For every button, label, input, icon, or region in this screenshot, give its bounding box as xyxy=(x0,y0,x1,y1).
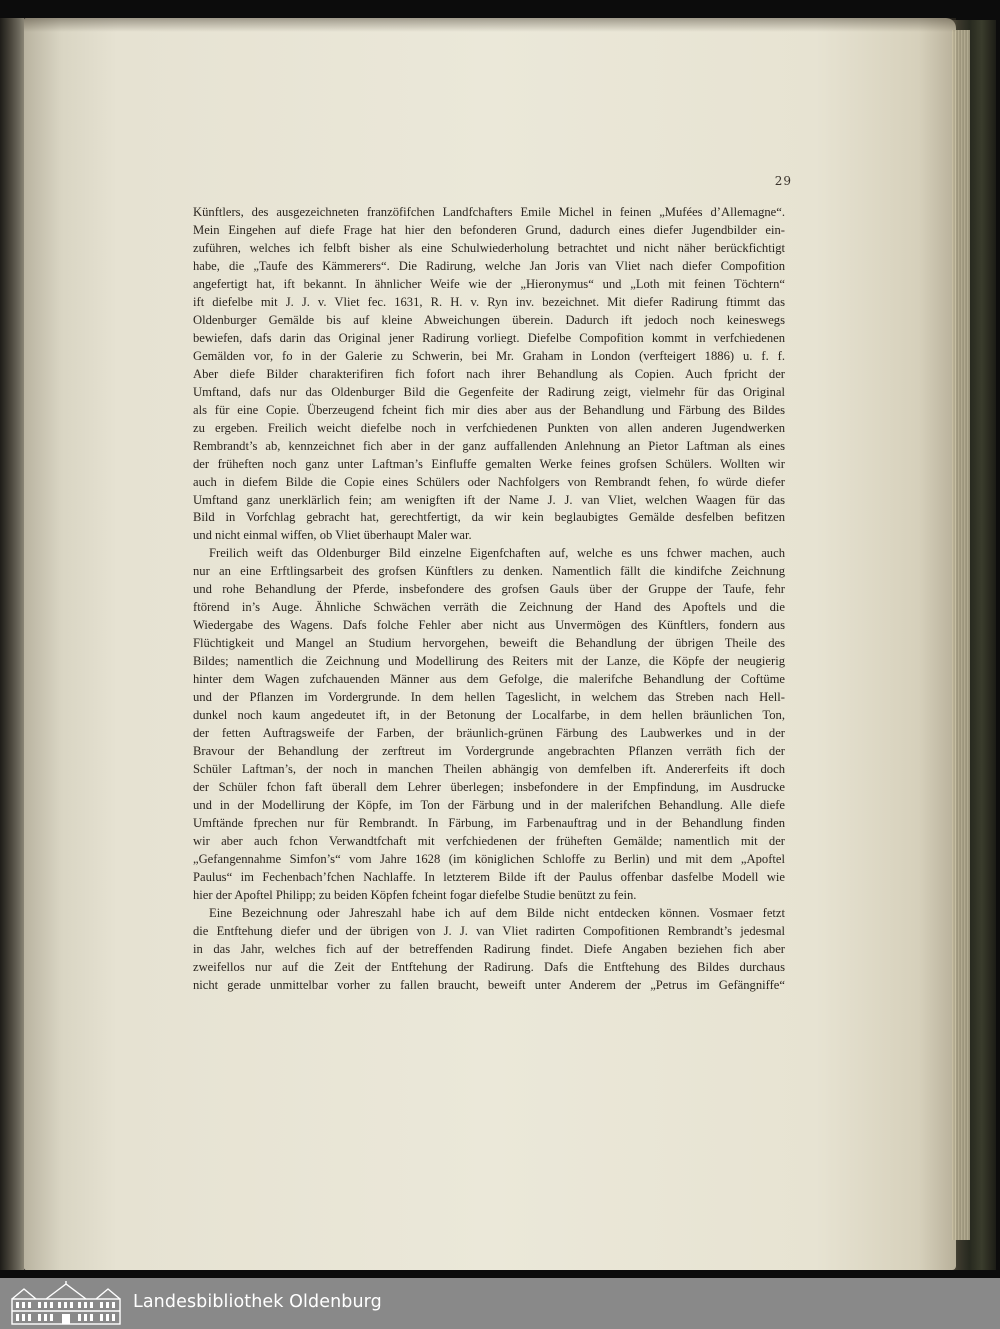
text-line: Flüchtigkeit und Mangel an Studium hervorgehen, beweift die Behandlung der übrigen Theile des xyxy=(193,636,785,651)
text-line: Freilich weift das Oldenburger Bild einzelne Eigenfchaften auf, welche es uns fchwer machen, auch xyxy=(209,546,785,561)
text-line: bewiefen, dafs darin das Original jener Radirung vorliegt. Diefelbe Compofition kommt in verfchiedenen xyxy=(193,330,785,345)
text-line: „Gefangennahme Simfon’s“ vom Jahre 1628 (im königlichen Schloffe zu Berlin) und mit dem „Apoftel xyxy=(193,851,785,866)
page-top-shadow xyxy=(24,18,956,32)
text-line: und in der Modellirung der Köpfe, im Ton der Färbung und in der malerifchen Behandlung. Alle diefe xyxy=(193,797,785,812)
page-number: 29 xyxy=(774,174,792,188)
text-line: Oldenburger Gemälde bis auf kleine Abweichungen überein. Dadurch ift jedoch noch keineswegs xyxy=(193,312,785,327)
text-line: der Schüler fchon faft überall dem Lehrer überlegen; insbefondere in der Empfindung, im Ausdrucke xyxy=(193,780,785,794)
text-line: Umftände fprechen nur für Rembrandt. In Färbung, im Farbenauftrag und in der Behandlung finden xyxy=(193,815,785,830)
text-line: Bravour der Behandlung der zerftreut im Vordergrunde angebrachten Pflanzen verräth fich der xyxy=(193,744,785,759)
text-line: habe, die „Taufe des Kämmerers“. Die Radirung, welche Jan Joris van Vliet nach diefer Compofition xyxy=(193,258,785,273)
text-line: in das Jahr, welches fich auf der betreffenden Radirung findet. Diefe Angaben beziehen fich aber xyxy=(193,941,785,956)
paragraph-2 xyxy=(193,545,785,904)
text-line: Schüler Laftman’s, der noch in manchen Theilen abhängig von demfelben ift. Andererfeits ift doch xyxy=(193,762,785,777)
text-line: hinter dem Wagen zufchauenden Männer aus dem Gefolge, die malerifche Behandlung der Coftüme xyxy=(193,672,785,687)
text-line: hier der Apoftel Philipp; zu beiden Köpfen fcheint fogar diefelbe Studie benützt zu fein. xyxy=(193,887,637,902)
text-line: zweifellos nur auf die Zeit der Entftehung der Radirung. Dafs die Entftehung des Bildes durchaus xyxy=(193,959,785,974)
text-line: Mein Eingehen auf diefe Frage hat hier den befonderen Grund, dadurch eines diefer Jugendbilder ein- xyxy=(193,222,785,237)
text-line: als für eine Copie. Überzeugend fcheint fich mir dies aber aus der Behandlung und Färbung des Bildes xyxy=(193,402,785,417)
text-line: Rembrandt’s ab, kennzeichnet fich aber in der ganz auffallenden Anlehnung an Pietor Laftman als eines xyxy=(193,438,785,453)
text-line: Wiedergabe des Wagens. Dafs folche Fehler aber nicht aus Unvermögen des Künftlers, fondern aus xyxy=(193,618,785,633)
page-leaf-edges xyxy=(952,30,970,1240)
text-line: auch in diefem Bilde die Copie eines Schülers oder Nachfolgers von Rembrandt fehen, fo würde diefer xyxy=(193,474,785,489)
text-line: Paulus“ im Fechenbach’fchen Nachlaffe. In letzterem Bilde ift der Paulus offenbar dasfelbe Modell wie xyxy=(193,869,785,884)
left-book-edge xyxy=(0,18,24,1270)
text-line: und nicht einmal wiffen, ob Vliet überhaupt Maler war. xyxy=(193,528,472,543)
text-line: Bild in Vorfchlag gebracht hat, gerechtfertigt, da wir kein beglaubigtes Gemälde desfelben befitzen xyxy=(193,510,785,525)
text-line: und der Pflanzen im Vordergrunde. In dem hellen Tageslicht, in welchem das Streben nach Hell- xyxy=(193,690,785,705)
text-line: und rohe Behandlung der Pferde, insbefondere des grofsen Gauls über der Gruppe der Taufe, fehr xyxy=(193,582,785,597)
text-line: ift diefelbe mit J. J. v. Vliet fec. 1631, R. H. v. Ryn inv. bezeichnet. Mit diefer Radirung ftimmt das xyxy=(193,294,785,309)
text-line: zu ergeben. Freilich weicht diefelbe noch in verfchiedenen Punkten von allen anderen Jugendwerken xyxy=(193,420,785,435)
footer-banner xyxy=(0,1278,1000,1329)
text-line: Gemälden vor, fo in der Galerie zu Schwerin, bei Mr. Graham in London (verfteigert 1886) u. f. f. xyxy=(193,348,785,363)
text-line: der fetten Auftragsweife der Farben, der bräunlich-grünen Färbung des Laubwerkes und in der xyxy=(193,726,785,741)
text-line: Eine Bezeichnung oder Jahreszahl habe ich auf dem Bilde nicht entdecken können. Vosmaer fetzt xyxy=(209,905,785,920)
text-line: dunkel noch kaum angedeutet ift, in der Betonung der Localfarbe, in dem hellen bräunlichen Ton, xyxy=(193,708,785,723)
text-line: Umftand, dafs nur das Oldenburger Bild die Gegenfeite der Radirung zeigt, vielmehr für das Original xyxy=(193,384,785,399)
page-body-text xyxy=(193,204,785,995)
text-line: Aber diefe Bilder charakterifiren fich fofort nach ihrer Behandlung als Copien. Auch fpricht der xyxy=(193,366,785,381)
text-line: die Entftehung diefer und der übrigen von J. J. van Vliet radirten Compofitionen Rembrandt’s jedesmal xyxy=(193,923,785,938)
library-name: Landesbibliothek Oldenburg xyxy=(133,1292,382,1312)
text-line: zuführen, welches ich felbft bisher als eine Schulwiederholung betrachtet und nicht näher berückfichtigt xyxy=(193,240,785,255)
text-line: Künftlers, des ausgezeichneten franzöfifchen Landfchafters Emile Michel in feinen „Mufées d’Allemagne“. xyxy=(193,205,785,219)
text-line: ftörend in’s Auge. Ähnliche Schwächen verräth die Zeichnung der Hand des Apoftels und die xyxy=(193,600,785,615)
paragraph-3 xyxy=(193,905,785,995)
text-line: der früheften noch ganz unter Laftman’s Einfluffe gemalten Werke feines grofsen Schülers. Wollten wir xyxy=(193,456,785,471)
paragraph-1 xyxy=(193,204,785,545)
text-line: nicht gerade unmittelbar vorher zu fallen braucht, beweift unter Anderem der „Petrus im Gefängniffe“ xyxy=(193,977,785,992)
text-line: nur an eine Erftlingsarbeit des grofsen Künftlers zu denken. Namentlich fällt die kindifche Zeichnung xyxy=(193,564,785,579)
text-line: angefertigt hat, ift bekannt. In ähnlicher Weife wie der „Hieronymus“ und „Loth mit feinen Töchtern“ xyxy=(193,276,785,291)
text-line: wir aber auch fchon Verwandtfchaft mit verfchiedenen der früheften Gemälde; namentlich mit der xyxy=(193,833,785,848)
text-line: Bildes; namentlich die Zeichnung und Modellirung des Reiters mit der Lanze, die Köpfe der neugierig xyxy=(193,654,785,669)
library-building-logo-icon xyxy=(10,1281,122,1326)
text-line: Umftand ganz unerklärlich fein; am wenigften ift der Name J. J. van Vliet, welchen Waagen für das xyxy=(193,492,785,507)
